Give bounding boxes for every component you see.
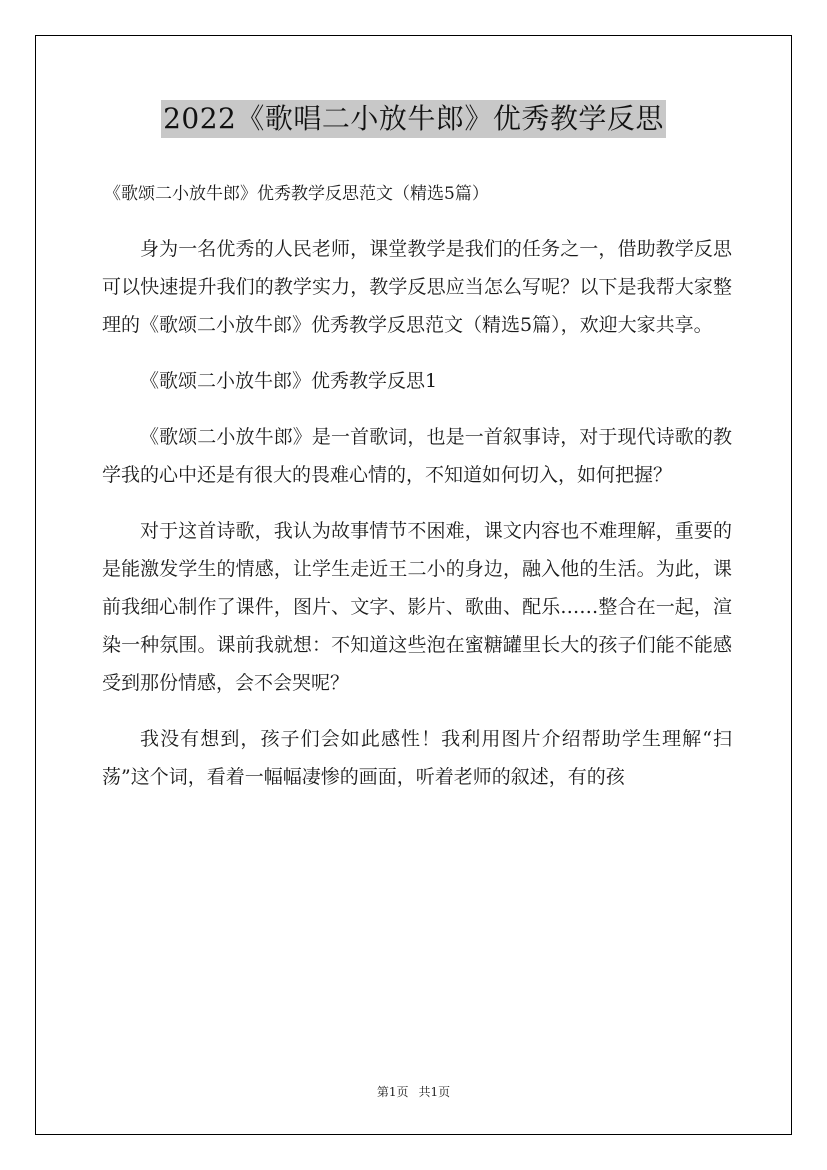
section-heading: 《歌颂二小放牛郎》优秀教学反思1: [140, 370, 438, 392]
document-body: [102, 230, 732, 814]
intro-paragraph: 身为一名优秀的人民老师，课堂教学是我们的任务之一，借助教学反思可以快速提升我们的教学实力，教学反思应当怎么写呢？以下是我帮大家整理的《歌颂二小放牛郎》优秀教学反思范文（精选5篇），欢迎大家共享。: [102, 238, 732, 336]
body-paragraph: 《歌颂二小放牛郎》是一首歌词，也是一首叙事诗，对于现代诗歌的教学我的心中还是有很大的畏难心情的，不知道如何切入，如何把握？: [102, 426, 732, 486]
body-paragraph: 对于这首诗歌，我认为故事情节不困难，课文内容也不难理解，重要的是能激发学生的情感，让学生走近王二小的身边，融入他的生活。为此，课前我细心制作了课件，图片、文字、影片、歌曲、配乐……整合在一起，渲染一种氛围。课前我就想：不知道这些泡在蜜糖罐里长大的孩子们能不能感受到那份情感，会不会哭呢？: [102, 520, 732, 694]
title-container: [0, 100, 827, 138]
total-pages: 共1页: [418, 1085, 451, 1099]
document-title: 2022《歌唱二小放牛郎》优秀教学反思: [161, 100, 666, 138]
body-paragraph: 我没有想到，孩子们会如此感性！我利用图片介绍帮助学生理解“扫荡”这个词，看着一幅幅凄惨的画面，听着老师的叙述，有的孩: [102, 728, 732, 788]
document-subtitle: 《歌颂二小放牛郎》优秀教学反思范文（精选5篇）: [104, 184, 489, 204]
page-number: 第1页: [376, 1085, 409, 1099]
page-footer: [0, 1083, 827, 1100]
